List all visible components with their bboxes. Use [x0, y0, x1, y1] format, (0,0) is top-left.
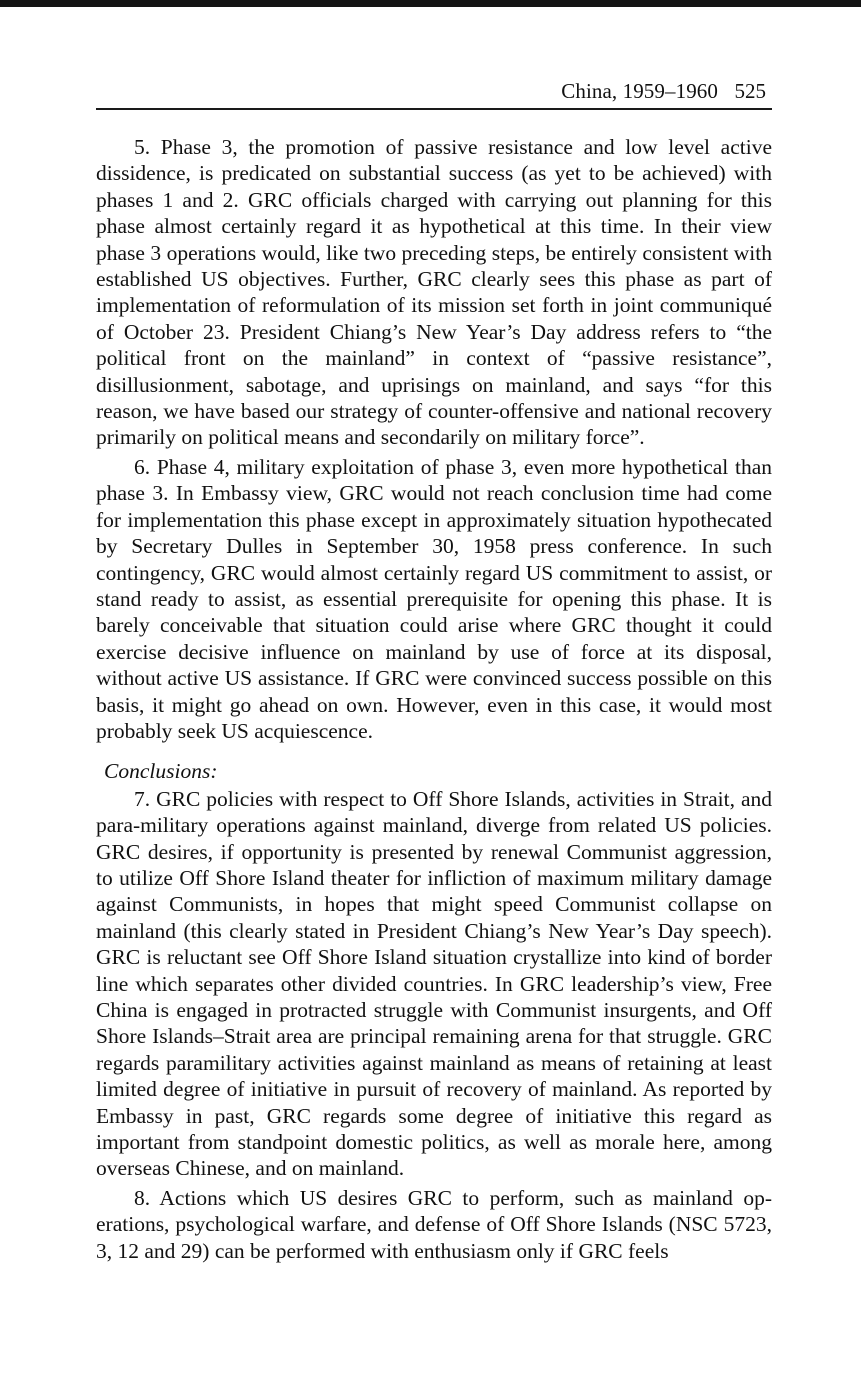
paragraph-text: Phase 4, military exploitation of phase 3, even more hypothetical than phase 3. In Embassy view, GRC would not reach conclusion time had come for implementation this phase except in approximately situation hypothecated by Secretary Dulles in September 30, 1958 press conference. In such contingency, GRC would almost certainly regard US commitment to assist, or stand ready to assist, as essential prerequisite for opening this phase. It is barely conceivable that situation could arise where GRC thought it could exercise decisive influence on mainland by use of force at its disposal, without active US assistance. If GRC were convinced success possible on this basis, it might go ahead on own. However, even in this case, it would most probably seek US acquiescence.	[96, 454, 772, 743]
paragraph-8	[96, 1185, 772, 1264]
document-page	[96, 70, 772, 1267]
document-body	[96, 134, 772, 1264]
paragraph-7	[96, 786, 772, 1182]
paragraph-text: GRC policies with respect to Off Shore Islands, activities in Strait, and para-military operations against mainland, diverge from related US policies. GRC desires, if opportunity is presented by renewal Communist aggression, to utilize Off Shore Island theater for infliction of maximum military damage against Communists, in hopes that might speed Communist collapse on mainland (this clearly stated in President Chiang’s New Year’s Day speech). GRC is reluctant see Off Shore Island situation crystallize into kind of border line which separates other divided countries. In GRC leadership’s view, Free China is engaged in protracted struggle with Communist insurgents, and Off Shore Islands–Strait area are principal remaining arena for that struggle. GRC regards paramilitary activities against mainland as means of retaining at least limited degree of initiative in pursuit of recovery of mainland. As reported by Embassy in past, GRC regards some degree of initiative this regard as important from standpoint domestic politics, as well as morale here, among overseas Chinese, and on mainland.	[96, 786, 772, 1181]
paragraph-number: 6.	[134, 454, 151, 479]
running-header	[96, 70, 772, 110]
paragraph-6	[96, 454, 772, 744]
paragraph-number: 7.	[134, 786, 151, 811]
paragraph-5	[96, 134, 772, 451]
scan-edge-shadow	[0, 0, 861, 7]
conclusions-heading: Conclusions:	[104, 759, 218, 784]
paragraph-number: 5.	[134, 135, 151, 159]
paragraph-text: Phase 3, the promotion of passive resistance and low level active dissidence, is predicated on substantial success (as yet to be achieved) with phases 1 and 2. GRC officials charged with carrying out planning for this phase almost certainly regard it as hypothetical at this time. In their view phase 3 operations would, like two preceding steps, be entirely consistent with established US objectives. Further, GRC clearly sees this phase as part of implementation of reformulation of its mission set forth in joint communiqué of October 23. President Chiang’s New Year’s Day address refers to “the political front on the mainland” in context of “passive resistance”, disillusionment, sabotage, and uprisings on mainland, and says “for this reason, we have based our strategy of counter-offensive and national recovery primarily on political means and secondarily on military force”.	[96, 135, 772, 450]
running-title: China, 1959–1960	[561, 79, 718, 103]
paragraph-text: Actions which US desires GRC to perform, such as mainland operations, psychological warfare, and defense of Off Shore Islands (NSC 5723, 3, 12 and 29) can be performed with enthusiasm only if GRC feels	[96, 1185, 772, 1263]
page-number: 525	[734, 79, 766, 103]
paragraph-number: 8.	[134, 1185, 151, 1210]
